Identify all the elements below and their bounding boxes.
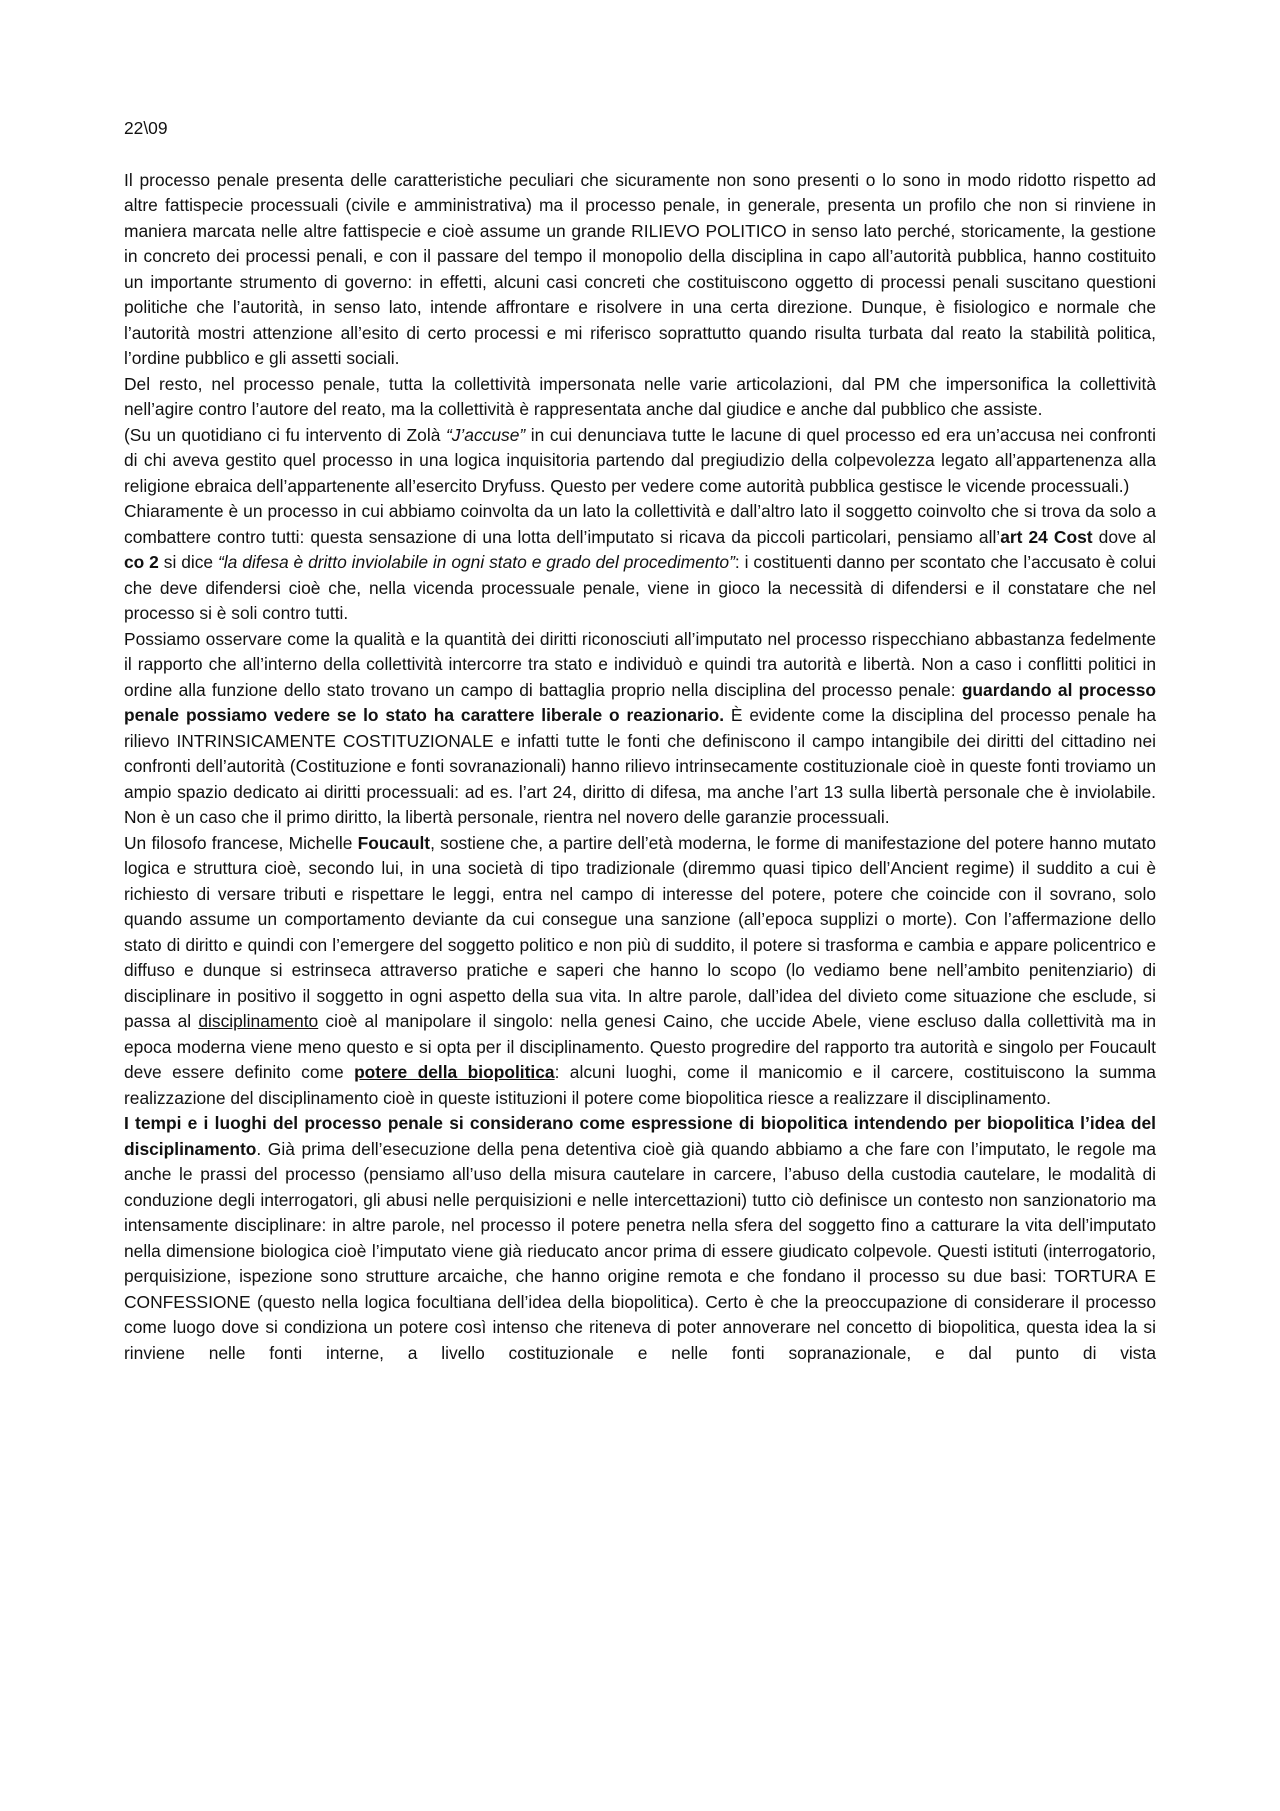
paragraph (124, 168, 1156, 372)
text-run: art 24 Cost (1000, 526, 1093, 547)
text-run: in cui denunciava tutte le lacune di quel processo ed era un’accusa nei confronti di chi aveva gestito quel processo in una logica inquisitoria partendo dal pregiudizio della colpevolezza legato all’appartenenza alla religione ebraica dell’appartenente all’esercito Dryfuss. Questo per vedere come autorità pubblica gestisce le vicende processuali.) (124, 424, 1157, 496)
text-run: potere della biopolitica (354, 1062, 555, 1082)
text-run: (Su un quotidiano ci fu intervento di Zolà (124, 424, 446, 445)
text-run: Chiaramente è un processo in cui abbiamo coinvolta da un lato la collettività e dall’altro lato il soggetto coinvolto che si trova da solo a combattere contro tutti: questa sensazione di una lotta dell’imputato si ricava da piccoli particolari, pensiamo all’ (124, 501, 1156, 547)
document-body (124, 168, 1156, 1367)
document-date: 22\09 (124, 118, 168, 138)
text-run: : alcuni luoghi, come il manicomio e il carcere, costituiscono la summa realizzazione del disciplinamento cioè in queste istituzioni il potere come biopolitica riesce a realizzare il disciplinamento. (124, 1062, 1156, 1108)
text-run: dove al (1092, 526, 1156, 547)
text-run: disciplinamento (198, 1011, 319, 1031)
text-run: , sostiene che, a partire dell’età moderna, le forme di manifestazione del potere hanno mutato logica e struttura cioè, secondo lui, in una società di tipo tradizionale (diremmo quasi tipico dell’Ancient regime) il suddito a cui è richiesto di versare tributi e rispettare le leggi, entra nel campo di interesse del potere, potere che coincide con il sovrano, solo quando assume un comportamento deviante da cui consegue una sanzione (all’epoca supplizi o morte). Con l’affermazione dello stato di diritto e quindi con l’emergere del soggetto politico e non più di suddito, il potere si trasforma e cambia e appare policentrico e diffuso e dunque si estrinseca attraverso pratiche e saperi che hanno lo scopo (lo vediamo bene nell’ambito penitenziario) di disciplinare in positivo il soggetto in ogni aspetto della sua vita. In altre parole, dall’idea del divieto come situazione che esclude, si passa al (124, 832, 1157, 1031)
text-run: : i costituenti danno per scontato che l’accusato è colui che deve difendersi cioè che, nella vicenda processuale penale, viene in gioco la necessità di difendersi e il constatare che nel processo si è soli contro tutti. (124, 552, 1156, 623)
text-run: Un filosofo francese, Michelle (124, 832, 358, 853)
text-run: È evidente come la disciplina del processo penale ha rilievo INTRINSICAMENTE COSTITUZIONALE e infatti tutte le fonti che definiscono il campo intangibile dei diritti del cittadino nei confronti dell’autorità (Costituzione e fonti sovranazionali) hanno rilievo intrinsecamente costituzionale cioè in queste fonti troviamo un ampio spazio dedicato ai diritti processuali: ad es. l’art 24, diritto di difesa, ma anche l’art 13 sulla libertà personale che è inviolabile. Non è un caso che il primo diritto, la libertà personale, rientra nel novero delle garanzie processuali. (124, 705, 1156, 827)
paragraph (124, 1111, 1156, 1366)
text-run: si dice (158, 552, 218, 572)
text-run: Il processo penale presenta delle caratteristiche peculiari che sicuramente non sono presenti o lo sono in modo ridotto rispetto ad altre fattispecie processuali (civile e amministrativa) ma il processo penale, in generale, presenta un profilo che non si rinviene in maniera marcata nelle altre fattispecie e cioè assume un grande RILIEVO POLITICO in senso lato perché, storicamente, la gestione in concreto dei processi penali, e con il passare del tempo il monopolio della disciplina in capo all’autorità pubblica, hanno costituito un importante strumento di governo: in effetti, alcuni casi concreti che costituiscono oggetto di processi penali suscitano questioni politiche che l’autorità, in senso lato, intende affrontare e risolvere in una certa direzione. Dunque, è fisiologico e normale che l’autorità mostri attenzione all’esito di certo processi e mi riferisco soprattutto quando risulta turbata dal reato la stabilità politica, l’ordine pubblico e gli assetti sociali. (124, 169, 1156, 368)
text-run: cioè al manipolare il singolo: nella genesi Caino, che uccide Abele, viene escluso dalla collettività ma in epoca moderna viene meno questo e si opta per il disciplinamento. Questo progredire del rapporto tra autorità e singolo per Foucault deve essere definito come (124, 1011, 1156, 1082)
text-run: Possiamo osservare come la qualità e la quantità dei diritti riconosciuti all’imputato nel processo rispecchiano abbastanza fedelmente il rapporto che all’interno della collettività intercorre tra stato e individuò e quindi tra autorità e libertà. Non a caso i conflitti politici in ordine alla funzione dello stato trovano un campo di battaglia proprio nella disciplina del processo penale: (124, 628, 1156, 700)
paragraph (124, 372, 1156, 423)
document-page (124, 116, 1156, 1366)
paragraph (124, 627, 1156, 831)
text-run: Foucault (357, 832, 431, 853)
text-run: guardando al processo penale possiamo vedere se lo stato ha carattere liberale o reazionario. (124, 679, 1157, 725)
text-run: co 2 (124, 552, 159, 572)
text-run: “J’accuse” (445, 424, 526, 445)
paragraph (124, 831, 1156, 1112)
text-run: I tempi e i luoghi del processo penale si considerano come espressione di biopolitica intendendo per biopolitica l’idea del disciplinamento (124, 1113, 1156, 1159)
text-run: . Già prima dell’esecuzione della pena detentiva cioè già quando abbiamo a che fare con l’imputato, le regole ma anche le prassi del processo (pensiamo all’uso della misura cautelare in carcere, l’abuso della custodia cautelare, le modalità di conduzione degli interrogatori, gli abusi nelle perquisizioni e nelle intercettazioni) tutto ciò definisce un contesto non sanzionatorio ma intensamente disciplinare: in altre parole, nel processo il potere penetra nella sfera del soggetto fino a catturare la vita dell’imputato nella dimensione biologica cioè l’imputato viene già rieducato ancor prima di essere giudicato colpevole. Questi istituti (interrogatorio, perquisizione, ispezione sono strutture arcaiche, che hanno origine remota e che fondano il processo su due basi: TORTURA E CONFESSIONE (questo nella logica focultiana dell’idea della biopolitica). Certo è che la preoccupazione di considerare il processo come luogo dove si condiziona un potere così intenso che riteneva di poter annoverare nel concetto di biopolitica, questa idea la si rinviene nelle fonti interne, a livello costituzionale e nelle fonti sopranazionale, e dal punto di vista (124, 1138, 1156, 1363)
text-run: “la difesa è dritto inviolabile in ogni stato e grado del procedimento” (218, 552, 735, 572)
paragraph (124, 499, 1156, 627)
text-run: Del resto, nel processo penale, tutta la collettività impersonata nelle varie articolazioni, dal PM che impersonifica la collettività nell’agire contro l’autore del reato, ma la collettività è rappresentata anche dal giudice e anche dal pubblico che assiste. (124, 373, 1156, 419)
paragraph (124, 423, 1156, 500)
